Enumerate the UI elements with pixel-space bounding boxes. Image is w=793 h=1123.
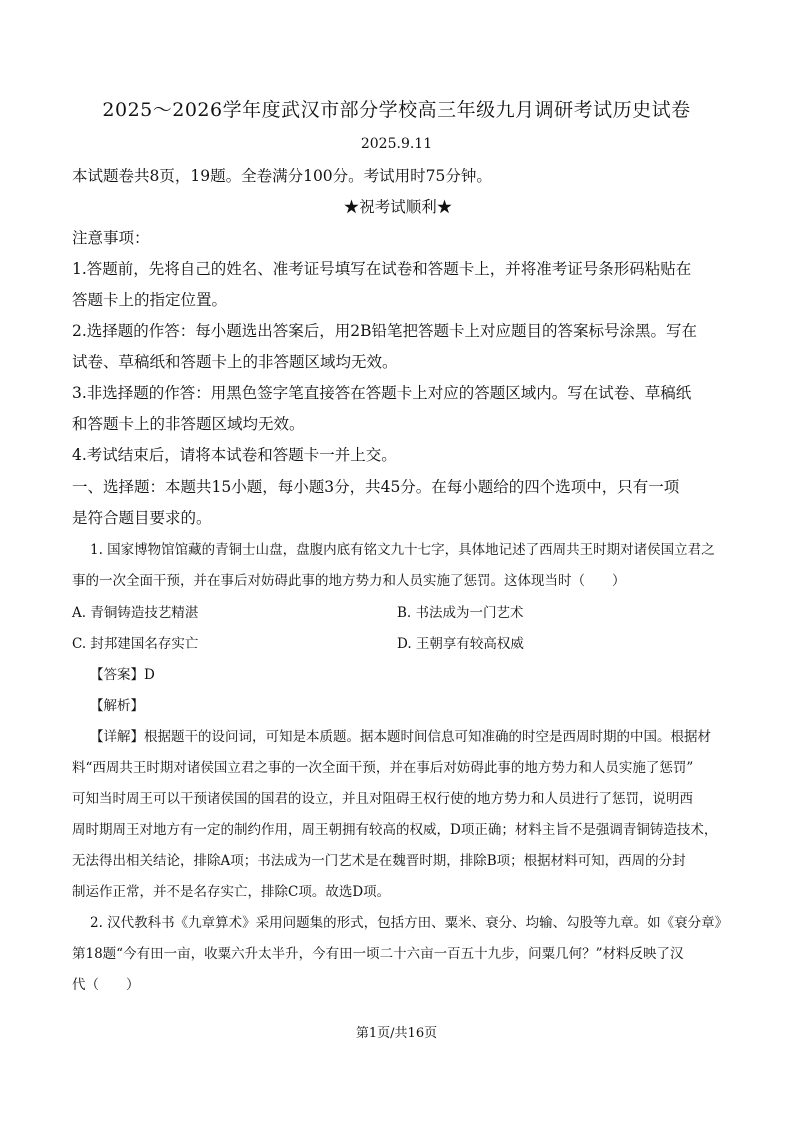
note-item-3	[72, 378, 724, 440]
question-line: 第18题“今有田一亩，收粟六升太半升，今有田一顷二十六亩一百五十九步，问粟几何？”材料反映了汉	[72, 946, 684, 962]
note-line: 2.选择题的作答：每小题选出答案后，用2B铅笔把答题卡上对应题目的答案标号涂黑。写在	[72, 322, 698, 340]
question-2-stem	[72, 908, 729, 1001]
note-line: 1.答题前，先将自己的姓名、准考证号填写在试卷和答题卡上，并将准考证号条形码粘贴在	[72, 260, 692, 278]
note-line: 3.非选择题的作答：用黑色签字笔直接答在答题卡上对应的答题区域内。写在试卷、草稿纸	[72, 384, 692, 402]
page-number: 第1页/共16页	[355, 1026, 438, 1041]
note-item-4	[72, 440, 724, 471]
option-row	[72, 629, 724, 660]
question-line: 2. 汉代教科书《九章算术》采用问题集的形式，包括方田、粟米、衰分、均输、勾股等九章。如《衰分章》	[90, 915, 729, 931]
notes-heading: 注意事项：	[72, 229, 150, 247]
question-line: 事的一次全面干预，并在事后对妨碍此事的地方势力和人员实施了惩罚。这体现当时（ ）	[72, 573, 626, 589]
detail-line: 料“西周共王时期对诸侯国立君之事的一次全面干预，并在事后对妨碍此事的地方势力和人员实施了惩罚”	[72, 760, 694, 776]
exam-date: 2025.9.11	[360, 136, 433, 152]
note-line: 答题卡上的指定位置。	[72, 291, 228, 309]
option-d: D. 王朝享有较高权威	[397, 636, 524, 652]
analysis-label: 【解析】	[90, 698, 144, 714]
note-line: 试卷、草稿纸和答题卡上的非答题区域均无效。	[72, 353, 398, 371]
option-row	[72, 598, 724, 629]
section-line: 一、选择题：本题共15小题，每小题3分，共45分。在每小题给的四个选项中，只有一项	[72, 478, 680, 496]
detail-line: 无法得出相关结论，排除A项；书法成为一门艺术是在魏晋时期，排除B项；根据材料可知，西周的分封	[72, 853, 686, 869]
section-line: 是符合题目要求的。	[72, 509, 212, 527]
note-line: 4.考试结束后，请将本试卷和答题卡一并上交。	[72, 446, 397, 464]
question-1-options	[72, 598, 724, 660]
question-1-answer	[72, 660, 724, 722]
exam-title: 2025～2026学年度武汉市部分学校高三年级九月调研考试历史试卷	[102, 99, 691, 121]
option-c: C. 封邦建国名存实亡	[72, 636, 199, 652]
note-item-1	[72, 254, 724, 316]
option-a: A. 青铜铸造技艺精湛	[72, 605, 199, 621]
answer-label: 【答案】D	[90, 667, 155, 683]
detail-line: 【详解】根据题干的设问词，可知是本质题。据本题时间信息可知准确的时空是西周时期的中国。根据材	[90, 729, 711, 745]
question-line: 1. 国家博物馆馆藏的青铜士山盘，盘腹内底有铭文九十七字，具体地记述了西周共王时期对诸侯国立君之	[90, 542, 715, 558]
question-line: 代（ ）	[72, 977, 140, 993]
detail-line: 周时期周王对地方有一定的制约作用，周王朝拥有较高的权威，D项正确；材料主旨不是强调青铜铸造技术，	[72, 822, 718, 838]
question-1-stem	[72, 535, 724, 597]
option-b: B. 书法成为一门艺术	[397, 605, 524, 621]
note-line: 和答题卡上的非答题区域均无效。	[72, 415, 305, 433]
question-1-detail	[72, 722, 724, 908]
exam-info: 本试题卷共8页，19题。全卷满分100分。考试用时75分钟。	[72, 167, 492, 185]
detail-line: 制运作正常，并不是名存实亡，排除C项。故选D项。	[72, 884, 391, 900]
note-item-2	[72, 316, 724, 378]
section-heading	[72, 472, 724, 534]
good-luck-line: ★祝考试顺利★	[343, 198, 453, 216]
detail-line: 可知当时周王可以干预诸侯国的国君的设立，并且对阻碍王权行使的地方势力和人员进行了惩罚，说明西	[72, 791, 693, 807]
